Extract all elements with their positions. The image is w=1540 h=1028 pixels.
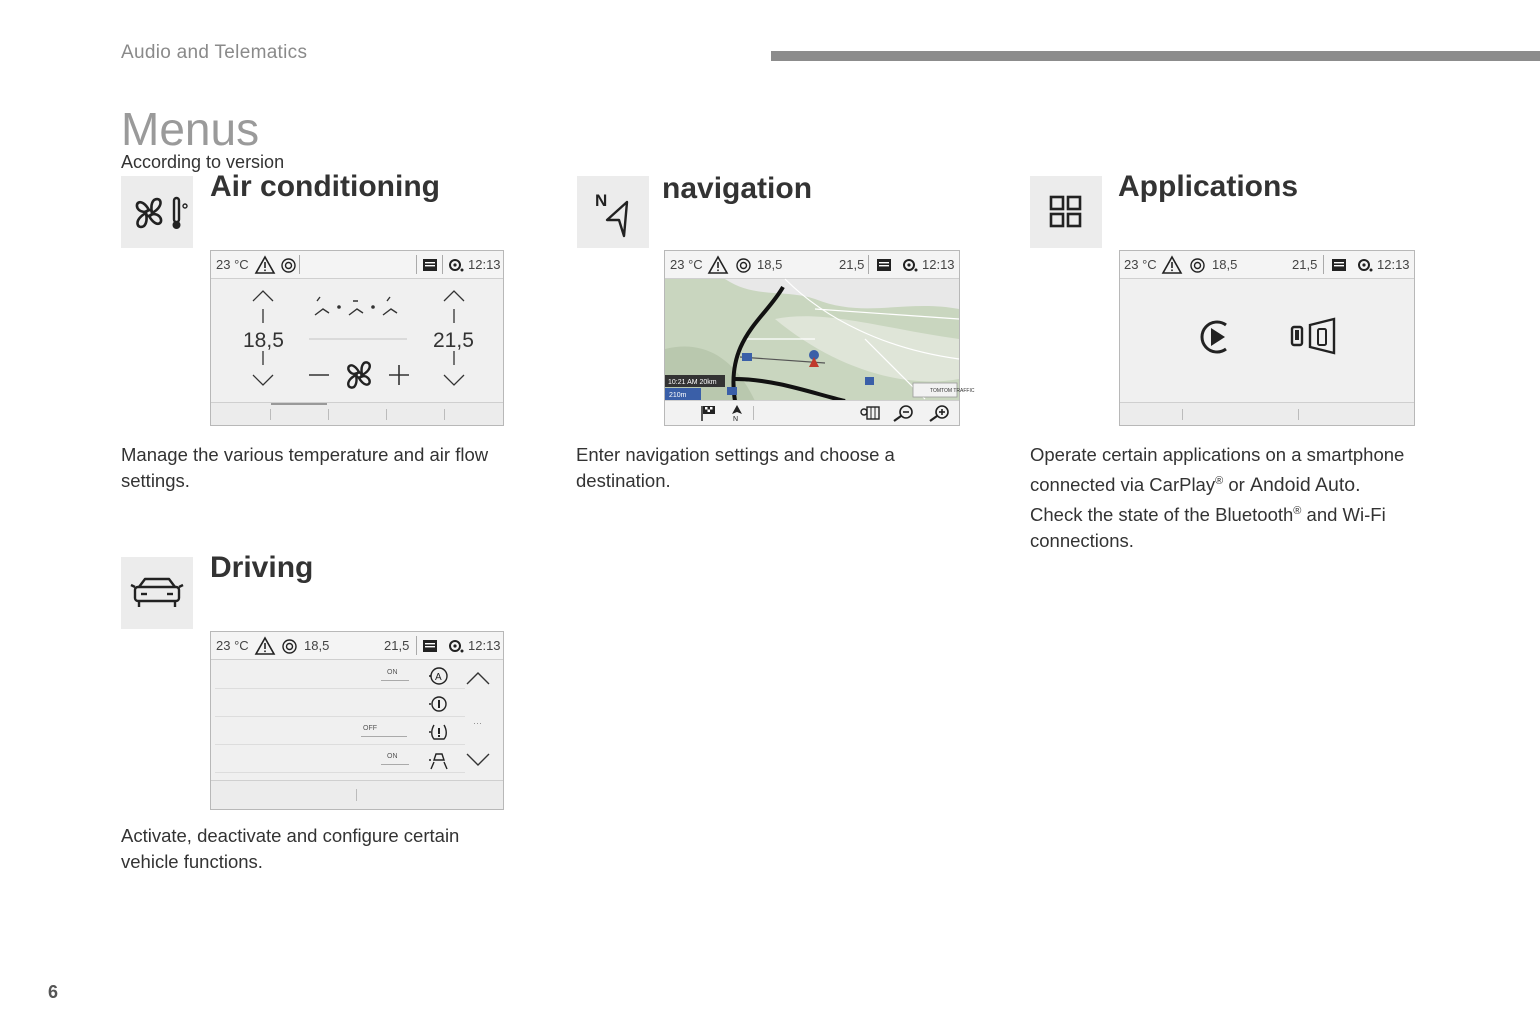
scroll-up-icon[interactable] xyxy=(465,670,491,686)
air-conditioning-screen xyxy=(210,250,504,426)
zoom-in-icon[interactable] xyxy=(927,404,953,422)
tyre-pressure-icon xyxy=(427,722,449,742)
clock: 12:13 xyxy=(922,257,955,272)
screen-footer xyxy=(211,780,503,809)
navigation-icon-box xyxy=(577,176,649,248)
right-temp-readout: 21,5 xyxy=(1292,257,1318,272)
messages-icon xyxy=(1331,258,1347,272)
outside-temp: 23 °C xyxy=(216,257,249,272)
function-row[interactable] xyxy=(215,662,465,689)
clock: 12:13 xyxy=(1377,257,1410,272)
screen-footer xyxy=(211,402,503,425)
row-state: ON xyxy=(387,669,398,676)
right-temp-readout: 21,5 xyxy=(384,638,410,653)
map-time-label: 10:21 AM 20km xyxy=(668,379,717,386)
destination-flag-icon[interactable] xyxy=(699,404,719,422)
connected-icon xyxy=(281,258,296,273)
driving-desc-line: Activate, deactivate and configure certain xyxy=(121,825,460,846)
svg-text:N: N xyxy=(733,416,739,423)
poi-icon[interactable] xyxy=(859,404,883,422)
info-icon xyxy=(427,694,449,714)
connected-icon xyxy=(736,258,751,273)
left-temp-readout: 18,5 xyxy=(1212,257,1238,272)
air-conditioning-description: Manage the various temperature and air flow settings. xyxy=(121,444,489,491)
outside-temp: 23 °C xyxy=(216,638,249,653)
driving-description xyxy=(121,823,541,875)
settings-icon xyxy=(901,257,919,273)
settings-icon xyxy=(1356,257,1374,273)
map-view[interactable] xyxy=(665,279,975,401)
left-temp-readout: 18,5 xyxy=(757,257,783,272)
status-bar xyxy=(1120,251,1414,279)
map-distance-label: 210m xyxy=(669,392,687,399)
navigation-title: navigation xyxy=(662,172,813,205)
function-row[interactable] xyxy=(215,690,465,717)
applications-title: Applications xyxy=(1118,170,1299,203)
left-temp-readout: 18,5 xyxy=(304,638,330,653)
clock: 12:13 xyxy=(468,257,501,272)
settings-icon xyxy=(447,638,465,654)
carplay-icon[interactable] xyxy=(1196,317,1236,357)
page-subtitle: According to version xyxy=(121,152,285,172)
warning-icon xyxy=(1162,256,1182,274)
function-row[interactable] xyxy=(215,746,465,773)
nav-toolbar xyxy=(665,400,959,425)
messages-icon xyxy=(876,258,892,272)
applications-desc-line: connections. xyxy=(1030,530,1134,552)
row-state: OFF xyxy=(363,725,377,732)
applications-desc-line: Operate certain applications on a smartphone xyxy=(1030,444,1405,465)
applications-description xyxy=(1030,442,1460,554)
north-up-icon[interactable] xyxy=(729,404,745,422)
driving-icon-box xyxy=(121,557,193,629)
mirror-screen-icon[interactable] xyxy=(1290,315,1338,359)
status-bar xyxy=(211,251,503,279)
messages-icon xyxy=(422,258,438,272)
warning-icon xyxy=(255,256,275,274)
grid-apps-icon xyxy=(1030,176,1102,248)
connected-icon xyxy=(282,639,297,654)
screen-footer xyxy=(1120,402,1414,425)
applications-desc-line: connected via CarPlay® or Andoid Auto. xyxy=(1030,474,1361,497)
right-temperature: 21,5 xyxy=(433,329,474,352)
page-title: Menus xyxy=(121,103,260,155)
messages-icon xyxy=(422,639,438,653)
status-bar xyxy=(211,632,503,660)
navigation-screen xyxy=(664,250,975,426)
function-row[interactable] xyxy=(215,718,465,745)
outside-temp: 23 °C xyxy=(670,257,703,272)
navigation-description: Enter navigation settings and choose a destination. xyxy=(576,444,895,491)
applications-icon-box xyxy=(1030,176,1102,248)
page-number: 6 xyxy=(48,982,59,1002)
running-header: Audio and Telematics xyxy=(121,42,308,63)
compass-arrow-icon xyxy=(577,176,649,248)
row-state: ON xyxy=(387,753,398,760)
driving-screen xyxy=(210,631,504,810)
driving-desc-line: vehicle functions. xyxy=(121,851,263,872)
applications-desc-line: Check the state of the Bluetooth® and Wi-Fi xyxy=(1030,504,1386,526)
scroll-dots: ··· xyxy=(473,718,482,728)
warning-icon xyxy=(255,637,275,655)
zoom-out-icon[interactable] xyxy=(891,404,917,422)
fan-thermometer-icon xyxy=(121,176,193,248)
outside-temp: 23 °C xyxy=(1124,257,1157,272)
driving-title: Driving xyxy=(210,551,314,584)
applications-screen xyxy=(1119,250,1415,426)
traffic-badge: TOMTOM TRAFFIC xyxy=(930,388,975,394)
air-conditioning-icon-box xyxy=(121,176,193,248)
right-temp-readout: 21,5 xyxy=(839,257,865,272)
status-bar xyxy=(665,251,959,279)
clock: 12:13 xyxy=(468,638,501,653)
left-temperature: 18,5 xyxy=(243,329,284,352)
air-conditioning-title: Air conditioning xyxy=(210,170,440,203)
header-rule xyxy=(771,51,1540,61)
fan-icon xyxy=(348,362,370,387)
warning-icon xyxy=(708,256,728,274)
svg-text:N: N xyxy=(595,191,608,210)
settings-icon xyxy=(447,257,465,273)
lane-assist-icon xyxy=(427,750,449,770)
car-icon xyxy=(121,557,193,629)
connected-icon xyxy=(1190,258,1205,273)
scroll-down-icon[interactable] xyxy=(465,752,491,768)
auto-lights-icon xyxy=(427,666,449,686)
svg-text:A: A xyxy=(435,672,442,683)
